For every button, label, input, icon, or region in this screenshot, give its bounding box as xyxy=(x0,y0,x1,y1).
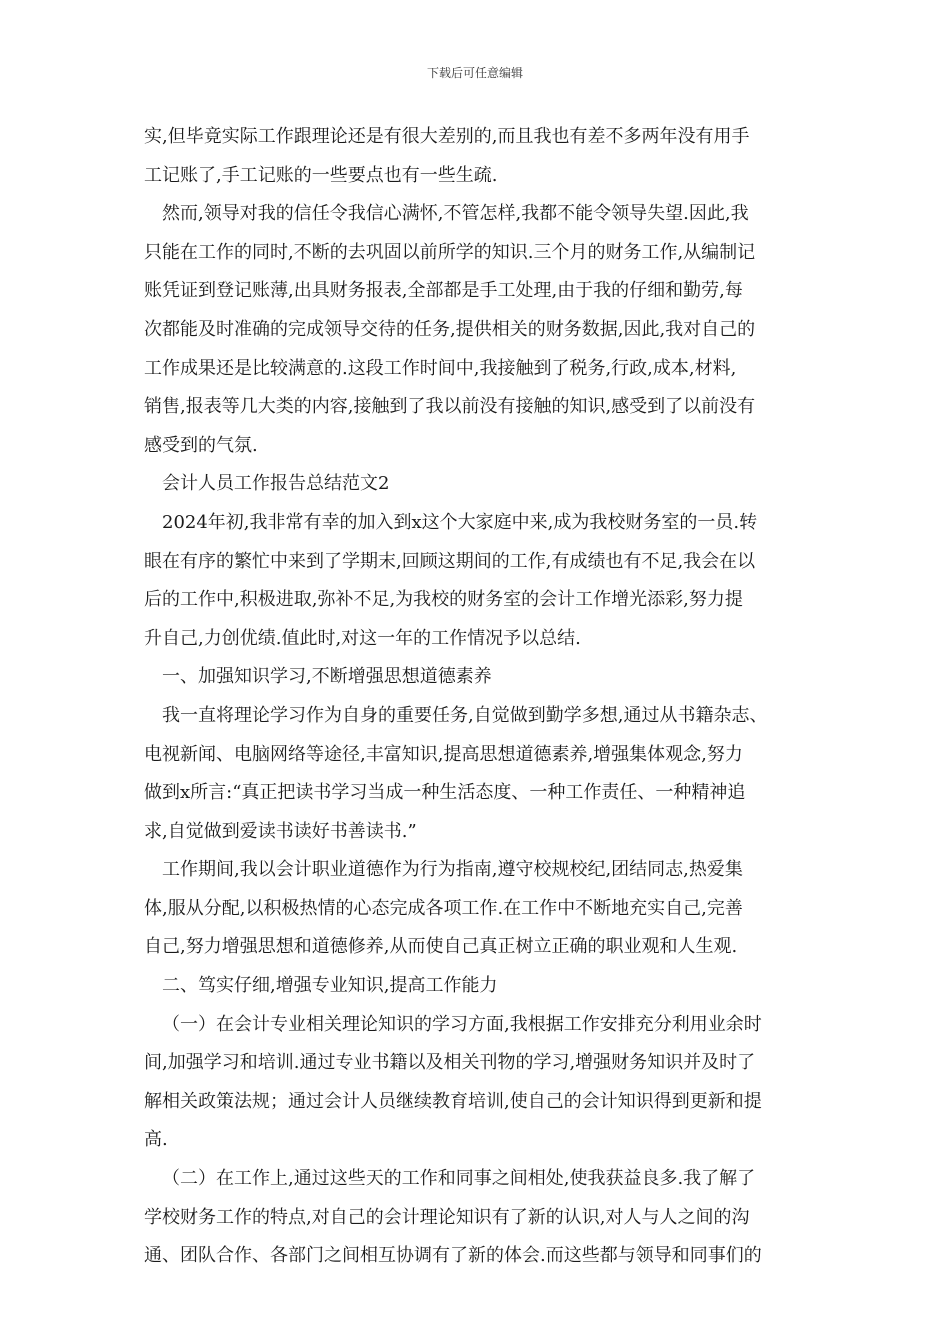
text-line: 只能在工作的同时,不断的去巩固以前所学的知识.三个月的财务工作,从编制记 xyxy=(144,241,756,263)
text-line: 二、笃实仔细,增强专业知识,提高工作能力 xyxy=(162,975,498,997)
text-line: 体,服从分配,以积极热情的心态完成各项工作.在工作中不断地充实自己,完善 xyxy=(144,897,743,919)
text-line: 工记账了,手工记账的一些要点也有一些生疏. xyxy=(144,164,498,186)
text-line: 2024年初,我非常有幸的加入到x这个大家庭中来,成为我校财务室的一员.转 xyxy=(162,511,758,533)
text-line: 我一直将理论学习作为自身的重要任务,自觉做到勤学多想,通过从书籍杂志、 xyxy=(162,704,768,726)
text-line: 然而,领导对我的信任令我信心满怀,不管怎样,我都不能令领导失望.因此,我 xyxy=(162,203,749,225)
text-line: 通、团队合作、各部门之间相互协调有了新的体会.而这些都与领导和同事们的 xyxy=(144,1245,762,1267)
text-line: 一、加强知识学习,不断增强思想道德素养 xyxy=(162,666,492,688)
text-line: 眼在有序的繁忙中来到了学期末,回顾这期间的工作,有成绩也有不足,我会在以 xyxy=(144,550,756,572)
text-line: 后的工作中,积极进取,弥补不足,为我校的财务室的会计工作增光添彩,努力提 xyxy=(144,589,743,611)
text-line: 升自己,力创优绩.值此时,对这一年的工作情况予以总结. xyxy=(144,627,581,649)
text-line: 实,但毕竟实际工作跟理论还是有很大差别的,而且我也有差不多两年没有用手 xyxy=(144,126,750,147)
text-line: 账凭证到登记账薄,出具财务报表,全部都是手工处理,由于我的仔细和勤劳,每 xyxy=(144,280,743,302)
text-line: 高. xyxy=(144,1129,168,1151)
text-line: （二）在工作上,通过这些天的工作和同事之间相处,使我获益良多.我了解了 xyxy=(162,1168,756,1190)
text-line: 解相关政策法规；通过会计人员继续教育培训,使自己的会计知识得到更新和提 xyxy=(144,1090,762,1112)
text-line: 学校财务工作的特点,对自己的会计理论知识有了新的认识,对人与人之间的沟 xyxy=(144,1206,750,1228)
text-line: 电视新闻、电脑网络等途径,丰富知识,提高思想道德素养,增强集体观念,努力 xyxy=(144,743,743,765)
text-line: 感受到的气氛. xyxy=(144,434,258,456)
text-line: 自己,努力增强思想和道德修养,从而使自己真正树立正确的职业观和人生观. xyxy=(144,936,738,958)
text-line: 会计人员工作报告总结范文2 xyxy=(162,473,390,495)
text-line: 间,加强学习和培训.通过专业书籍以及相关刊物的学习,增强财务知识并及时了 xyxy=(144,1052,756,1074)
text-line: 销售,报表等几大类的内容,接触到了我以前没有接触的知识,感受到了以前没有 xyxy=(144,396,756,418)
page-header: 下载后可任意编辑 xyxy=(426,66,523,80)
text-line: 做到x所言:“真正把读书学习当成一种生活态度、一种工作责任、一种精神追 xyxy=(144,782,746,804)
text-line: 工作成果还是比较满意的.这段工作时间中,我接触到了税务,行政,成本,材料, xyxy=(144,357,737,379)
text-line: 次都能及时准确的完成领导交待的任务,提供相关的财务数据,因此,我对自己的 xyxy=(144,318,756,340)
text-line: （一）在会计专业相关理论知识的学习方面,我根据工作安排充分利用业余时 xyxy=(162,1013,762,1035)
text-line: 求,自觉做到爱读书读好书善读书.” xyxy=(144,820,417,842)
text-line: 工作期间,我以会计职业道德作为行为指南,遵守校规校纪,团结同志,热爱集 xyxy=(162,859,743,881)
document-body xyxy=(144,118,812,1276)
